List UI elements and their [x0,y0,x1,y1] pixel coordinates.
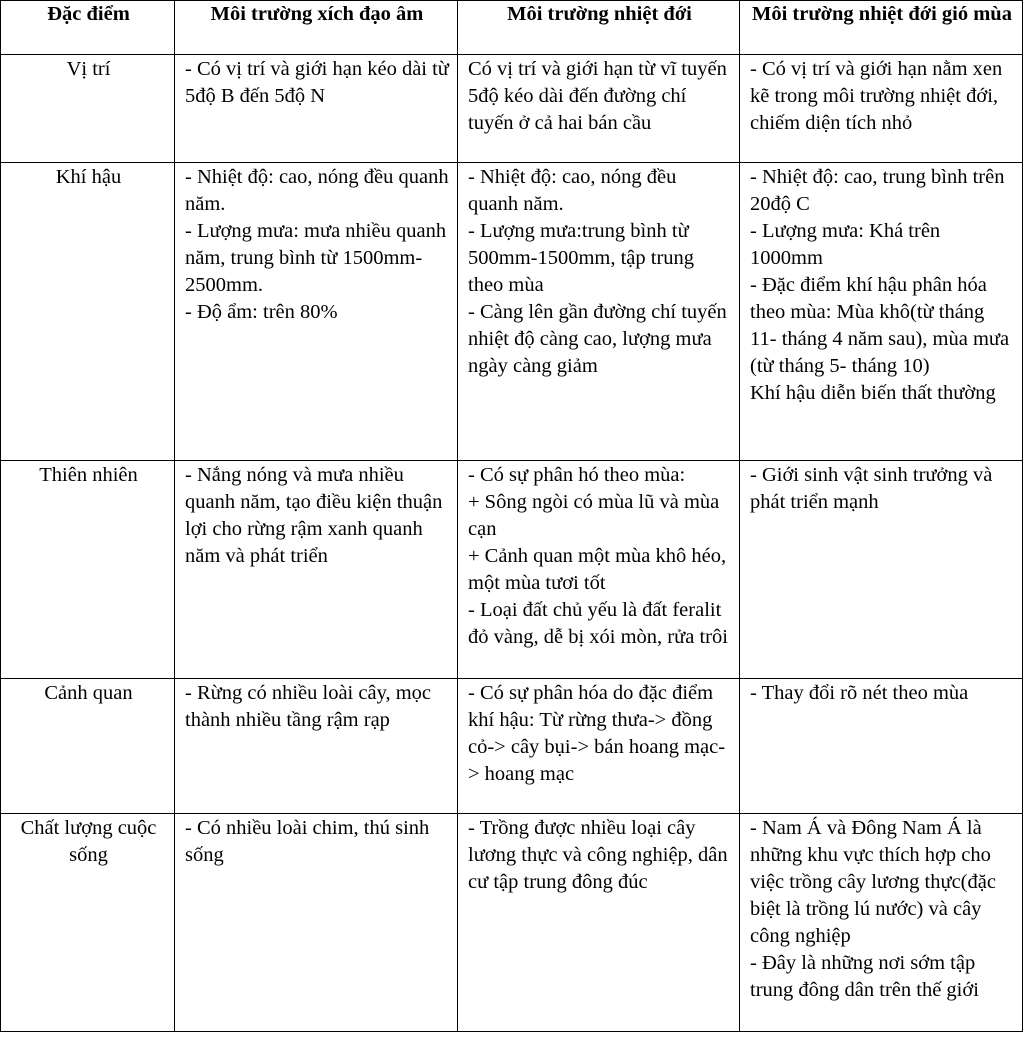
row-label: Thiên nhiên [1,461,175,679]
row-label: Khí hậu [1,163,175,461]
cell-equatorial [175,461,458,679]
table-row [1,679,1023,814]
cell-equatorial [175,679,458,814]
cell-line: - Nhiệt độ: cao, nóng đều quanh năm. [468,166,677,215]
cell-line: - Có sự phân hóa do đặc điểm khí hậu: Từ rừng thưa-> đồng cỏ-> cây bụi-> bán hoang mạc-> hoang mạc [468,682,726,785]
cell-tropical-monsoon [740,55,1023,163]
cell-line: - Đặc điểm khí hậu phân hóa theo mùa: Mùa khô(từ tháng 11- tháng 4 năm sau), mùa mưa (từ tháng 5- tháng 10) [750,274,1010,377]
cell-line: - Có vị trí và giới hạn nằm xen kẽ trong môi trường nhiệt đới, chiếm diện tích nhỏ [750,58,1003,134]
cell-line: - Lượng mưa: Khá trên 1000mm [750,220,941,269]
cell-line: + Cảnh quan một mùa khô héo, một mùa tươi tốt [468,545,727,594]
table-row [1,814,1023,1032]
row-label: Vị trí [1,55,175,163]
cell-tropical [458,814,740,1032]
cell-line: - Giới sinh vật sinh trưởng và phát triển mạnh [750,464,993,513]
cell-line: - Độ ẩm: trên 80% [185,301,338,323]
cell-line: - Rừng có nhiều loài cây, mọc thành nhiều tầng rậm rạp [185,682,432,731]
cell-equatorial [175,55,458,163]
cell-tropical [458,679,740,814]
row-label: Chất lượng cuộc sống [1,814,175,1032]
cell-line: Có vị trí và giới hạn từ vĩ tuyến 5độ kéo dài đến đường chí tuyến ở cả hai bán cầu [468,58,727,134]
table-row [1,163,1023,461]
table-row [1,461,1023,679]
cell-tropical [458,55,740,163]
cell-tropical-monsoon [740,814,1023,1032]
cell-tropical-monsoon [740,163,1023,461]
cell-tropical [458,163,740,461]
cell-line: - Trồng được nhiều loại cây lương thực và công nghiệp, dân cư tập trung đông đúc [468,817,728,893]
cell-line: - Thay đổi rõ nét theo mùa [750,682,969,704]
header-row [1,1,1023,55]
cell-equatorial [175,163,458,461]
row-label: Cảnh quan [1,679,175,814]
cell-line: - Đây là những nơi sớm tập trung đông dân trên thế giới [750,952,979,1001]
cell-tropical-monsoon [740,679,1023,814]
cell-line: - Nhiệt độ: cao, trung bình trên 20độ C [750,166,1005,215]
cell-line: - Có sự phân hó theo mùa: [468,464,686,486]
cell-line: Khí hậu diễn biến thất thường [750,382,996,404]
cell-line: - Nam Á và Đông Nam Á là những khu vực thích hợp cho việc trồng cây lương thực(đặc biệt là trồng lú nước) và cây công nghiệp [750,817,996,947]
header-cell-characteristic: Đặc điểm [1,1,175,55]
table-row [1,55,1023,163]
cell-tropical-monsoon [740,461,1023,679]
cell-line: - Có vị trí và giới hạn kéo dài từ 5độ B đến 5độ N [185,58,449,107]
cell-line: - Có nhiều loài chim, thú sinh sống [185,817,430,866]
cell-line: - Loại đất chủ yếu là đất feralit đỏ vàng, dễ bị xói mòn, rửa trôi [468,599,728,648]
cell-tropical [458,461,740,679]
cell-equatorial [175,814,458,1032]
header-cell-tropical: Môi trường nhiệt đới [458,1,740,55]
cell-line: - Nắng nóng và mưa nhiều quanh năm, tạo điều kiện thuận lợi cho rừng rậm xanh quanh năm và phát triển [185,464,443,567]
cell-line: - Càng lên gần đường chí tuyến nhiệt độ càng cao, lượng mưa ngày càng giảm [468,301,727,377]
header-cell-tropical-monsoon: Môi trường nhiệt đới gió mùa [740,1,1023,55]
cell-line: - Lượng mưa: mưa nhiều quanh năm, trung bình từ 1500mm- 2500mm. [185,220,447,296]
cell-line: - Lượng mưa:trung bình từ 500mm-1500mm, tập trung theo mùa [468,220,695,296]
cell-line: + Sông ngòi có mùa lũ và mùa cạn [468,491,720,540]
header-cell-equatorial: Môi trường xích đạo âm [175,1,458,55]
cell-line: - Nhiệt độ: cao, nóng đều quanh năm. [185,166,449,215]
